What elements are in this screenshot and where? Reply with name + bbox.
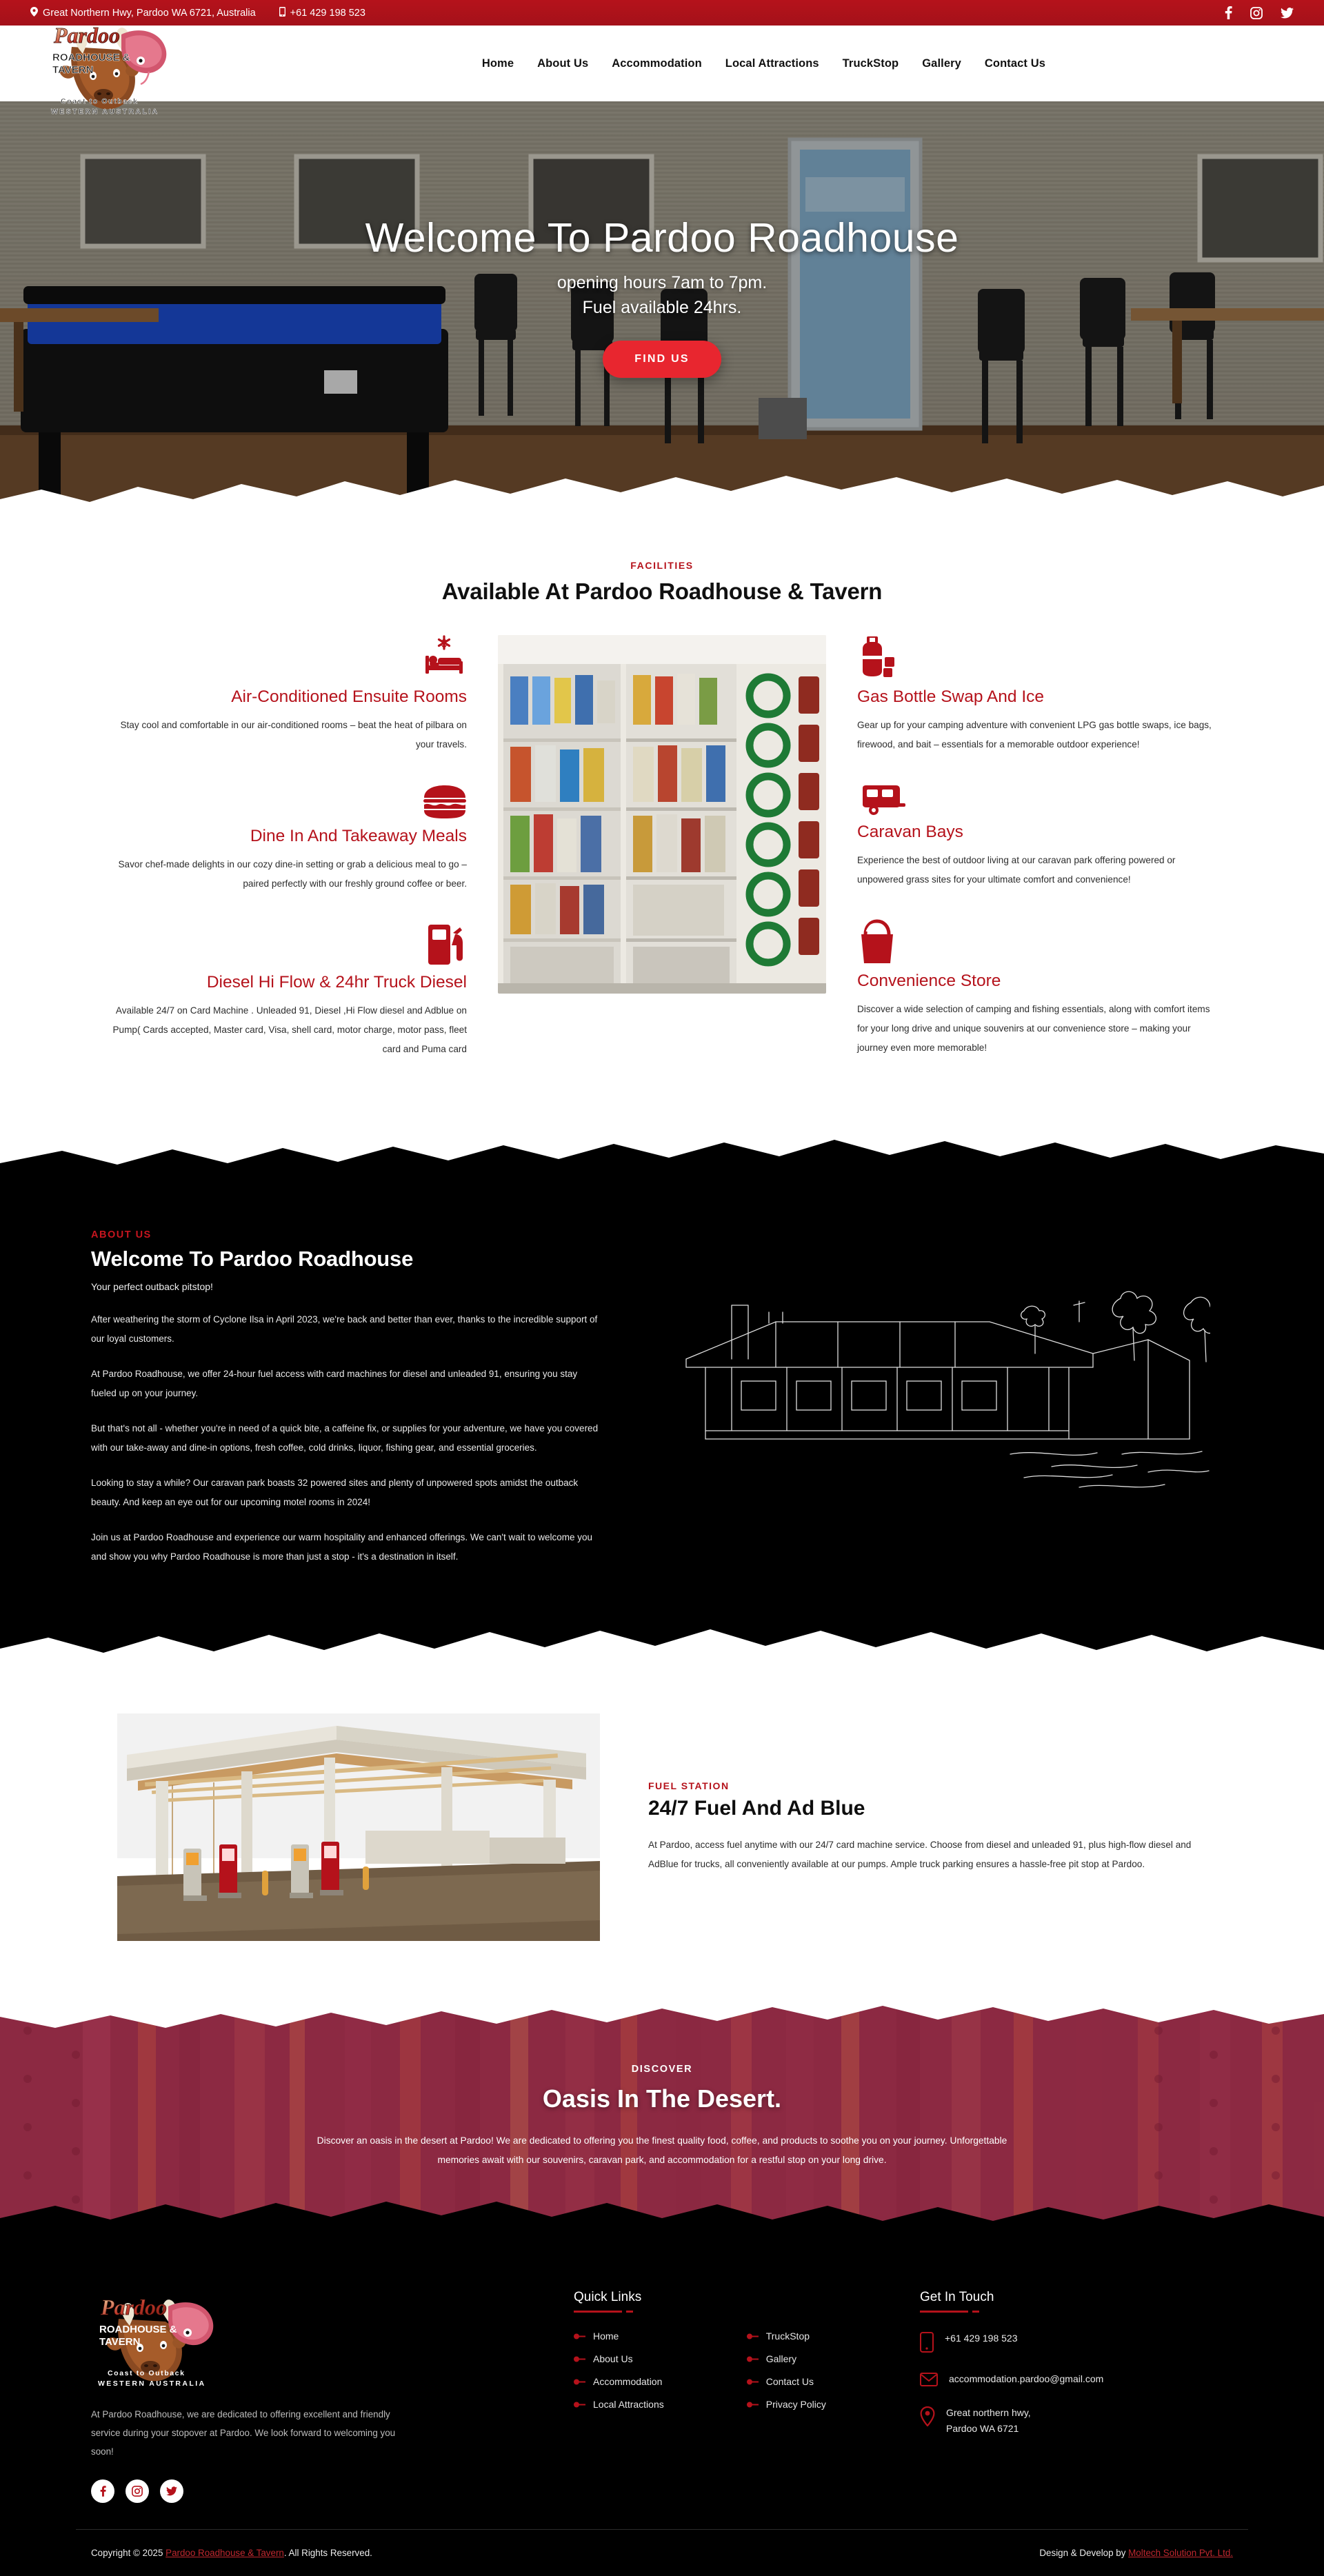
nav-item-accommodation[interactable]: Accommodation bbox=[612, 57, 702, 70]
instagram-icon[interactable] bbox=[1250, 7, 1263, 19]
footer-about-text: At Pardoo Roadhouse, we are dedicated to offering excellent and friendly service during your stopover at Pardoo. We look forward to welcoming you soon! bbox=[91, 2409, 396, 2457]
fuel-canopy-illustration bbox=[117, 1713, 600, 1941]
svg-text:Coast to Outback: Coast to Outback bbox=[61, 97, 139, 105]
gas-bottle-icon bbox=[857, 635, 1221, 681]
site-footer bbox=[0, 2231, 1324, 2575]
about-paragraph: Looking to stay a while? Our caravan park boasts 32 powered sites and plenty of unpowered spots amidst the outback beauty. And keep an eye out for our upcoming motel rooms in 2024! bbox=[91, 1478, 579, 1507]
torn-edge-top-about bbox=[0, 1136, 1324, 1174]
torn-edge-bottom-discover bbox=[0, 2197, 1324, 2231]
svg-text:TAVERN: TAVERN bbox=[52, 64, 94, 76]
credit-text bbox=[1039, 2548, 1248, 2558]
footer-logo[interactable] bbox=[91, 2290, 450, 2393]
facilities-grid bbox=[0, 635, 1324, 1089]
nav-item-local-attractions[interactable]: Local Attractions bbox=[725, 57, 819, 70]
twitter-icon[interactable] bbox=[1281, 8, 1294, 19]
svg-text:Pardoo: Pardoo bbox=[101, 2295, 167, 2320]
torn-edge-top-discover bbox=[0, 2003, 1324, 2033]
discover-desc: Discover an oasis in the desert at Pardoo! We are dedicated to offering you the finest quality food, coffee, and products to soothe you on your journey. Unforgettable memories await with our souvenirs, caravan park, and accommodation for a restful stop on your long drive. bbox=[317, 2135, 1007, 2166]
discover-title: Oasis In The Desert. bbox=[542, 2084, 782, 2113]
top-address bbox=[30, 7, 256, 19]
footer-brand-column bbox=[91, 2290, 450, 2502]
heading-underline bbox=[574, 2311, 622, 2313]
about-section bbox=[0, 1176, 1324, 1665]
footer-address-line2: Pardoo WA 6721 bbox=[946, 2423, 1019, 2435]
arrow-right-icon bbox=[574, 2356, 585, 2362]
site-header bbox=[0, 23, 1324, 116]
about-paragraph: At Pardoo Roadhouse, we offer 24-hour fuel access with card machines for diesel and unleaded 91, ensuring you stay fueled up on your journey. bbox=[91, 1369, 578, 1398]
facility-title: Air-Conditioned Ensuite Rooms bbox=[231, 687, 467, 706]
facility-title: Convenience Store bbox=[857, 972, 1001, 991]
arrow-right-icon bbox=[574, 2379, 585, 2385]
footer-quicklinks-column bbox=[450, 2290, 877, 2502]
quicklinks-list-1 bbox=[574, 2331, 664, 2422]
nav-item-truckstop[interactable]: TruckStop bbox=[842, 57, 899, 70]
burger-icon bbox=[103, 784, 467, 820]
about-title: Welcome To Pardoo Roadhouse bbox=[91, 1247, 414, 1271]
svg-text:Pardoo: Pardoo bbox=[54, 23, 120, 48]
footer-link-local-attractions[interactable]: Local Attractions bbox=[593, 2399, 664, 2411]
footer-contact-heading: Get In Touch bbox=[920, 2290, 994, 2305]
nav-item-about-us[interactable]: About Us bbox=[537, 57, 589, 70]
facility-desc: Savor chef-made delights in our cozy dine-in setting or grab a delicious meal to go – paired perfectly with our freshly ground coffee or beer. bbox=[118, 859, 467, 889]
footer-link-gallery[interactable]: Gallery bbox=[765, 2353, 797, 2365]
footer-address-text bbox=[946, 2405, 1031, 2436]
envelope-icon bbox=[920, 2373, 938, 2390]
copyright-prefix: Copyright © 2025 bbox=[91, 2547, 163, 2558]
hero-subtitle-line1: opening hours 7am to 7pm. bbox=[556, 273, 768, 292]
mobile-phone-icon bbox=[279, 7, 285, 19]
facilities-left-column bbox=[103, 635, 467, 1089]
shopping-bag-icon bbox=[857, 919, 1221, 965]
facebook-icon[interactable] bbox=[91, 2479, 114, 2503]
facility-title: Caravan Bays bbox=[857, 823, 963, 842]
about-inner bbox=[76, 1229, 1248, 1582]
footer-contact-column bbox=[877, 2290, 1233, 2502]
hero-title: Welcome To Pardoo Roadhouse bbox=[365, 215, 959, 261]
about-text-block bbox=[76, 1229, 600, 1582]
facility-desc: Discover a wide selection of camping and fishing essentials, along with comfort items for your long drive and unique souvenirs at our convenience store – making your journey even more memorable! bbox=[857, 1004, 1210, 1053]
instagram-icon[interactable] bbox=[126, 2479, 149, 2503]
facility-card-rooms bbox=[103, 635, 467, 754]
arrow-right-icon bbox=[574, 2402, 585, 2408]
facebook-icon[interactable] bbox=[1225, 6, 1232, 19]
nav-item-gallery[interactable]: Gallery bbox=[922, 57, 961, 70]
about-section-wrapper bbox=[0, 1137, 1324, 1665]
list-item[interactable] bbox=[574, 2331, 664, 2342]
arrow-right-icon bbox=[574, 2333, 585, 2339]
footer-link-truckstop[interactable]: TruckStop bbox=[765, 2331, 810, 2342]
facility-title: Gas Bottle Swap And Ice bbox=[857, 687, 1045, 706]
torn-edge-bottom-about bbox=[0, 1625, 1324, 1667]
top-phone-text: +61 429 198 523 bbox=[290, 7, 365, 19]
fuel-pump-icon bbox=[103, 923, 467, 966]
nav-item-home[interactable]: Home bbox=[481, 57, 514, 70]
list-item[interactable] bbox=[747, 2331, 826, 2342]
list-item[interactable] bbox=[574, 2399, 664, 2410]
top-info-bar bbox=[0, 0, 1324, 26]
footer-phone-text: +61 429 198 523 bbox=[945, 2333, 1018, 2344]
hero-subtitle-line2: Fuel available 24hrs. bbox=[582, 297, 742, 317]
facility-card-diesel bbox=[103, 923, 467, 1058]
store-shelves-image bbox=[498, 635, 826, 994]
facilities-right-column bbox=[857, 635, 1221, 1087]
footer-link-home[interactable]: Home bbox=[593, 2331, 619, 2342]
footer-columns bbox=[76, 2258, 1248, 2502]
discover-content bbox=[0, 2003, 1324, 2231]
facilities-title: Available At Pardoo Roadhouse & Tavern bbox=[441, 578, 883, 604]
torn-edge-bottom bbox=[0, 472, 1324, 519]
facility-title: Dine In And Takeaway Meals bbox=[250, 827, 467, 846]
discover-section bbox=[0, 2003, 1324, 2231]
discover-eyebrow: DISCOVER bbox=[631, 2063, 693, 2075]
hero-content bbox=[0, 101, 1324, 519]
facilities-photo bbox=[498, 635, 826, 994]
list-item[interactable] bbox=[574, 2376, 664, 2387]
svg-text:TAVERN: TAVERN bbox=[99, 2336, 141, 2348]
credit-brand-link[interactable]: Moltech Solution Pvt. Ltd. bbox=[1128, 2547, 1233, 2558]
about-paragraph: After weathering the storm of Cyclone Ilsa in April 2023, we're back and better than ever, thanks to the incredible support of our loyal customers. bbox=[91, 1314, 598, 1344]
facility-desc: Available 24/7 on Card Machine . Unleaded 91, Diesel ,Hi Flow diesel and Adblue on Pump( Cards accepted, Master card, Visa, shell card, motor charge, motor pass, fleet card and Puma card bbox=[112, 1005, 467, 1054]
fuel-station-image bbox=[117, 1713, 600, 1941]
top-social-group bbox=[1225, 6, 1294, 19]
caravan-icon bbox=[857, 784, 1221, 816]
copyright-text bbox=[76, 2548, 372, 2558]
fuel-desc: At Pardoo, access fuel anytime with our 24/7 card machine service. Choose from diesel and unleaded 91, plus high-flow diesel and AdBlue for trucks, all conveniently available at our pumps. Ample truck parking ensures a hassle-free pit stop at Pardoo. bbox=[648, 1840, 1192, 1870]
svg-text:ROADHOUSE &: ROADHOUSE & bbox=[52, 52, 130, 63]
facility-title: Diesel Hi Flow & 24hr Truck Diesel bbox=[206, 973, 467, 992]
arrow-right-icon bbox=[747, 2356, 759, 2362]
footer-link-privacy-policy[interactable]: Privacy Policy bbox=[765, 2399, 826, 2411]
heading-underline bbox=[920, 2311, 968, 2313]
quicklinks-columns bbox=[574, 2331, 877, 2422]
top-address-text: Great Northern Hwy, Pardoo WA 6721, Australia bbox=[43, 7, 256, 19]
svg-text:ROADHOUSE &: ROADHOUSE & bbox=[99, 2324, 177, 2336]
copyright-suffix: . All Rights Reserved. bbox=[283, 2547, 372, 2558]
svg-text:WESTERN AUSTRALIA: WESTERN AUSTRALIA bbox=[51, 108, 159, 116]
about-lead: Your perfect outback pitstop! bbox=[91, 1281, 213, 1293]
facility-card-meals bbox=[103, 784, 467, 893]
logo-graphic bbox=[44, 18, 182, 118]
mobile-phone-icon bbox=[920, 2332, 934, 2356]
facility-card-store bbox=[857, 919, 1221, 1057]
copyright-brand-link[interactable]: Pardoo Roadhouse & Tavern bbox=[166, 2547, 284, 2558]
facility-desc: Experience the best of outdoor living at our caravan park offering powered or unpowered grass sites for your ultimate comfort and convenience! bbox=[857, 855, 1176, 885]
fuel-title: 24/7 Fuel And Ad Blue bbox=[648, 1797, 865, 1820]
about-illustration bbox=[628, 1229, 1248, 1582]
facility-desc: Stay cool and comfortable in our air-conditioned rooms – beat the heat of pilbara on your travels. bbox=[120, 720, 467, 749]
list-item[interactable] bbox=[747, 2399, 826, 2410]
footer-logo-graphic bbox=[91, 2290, 229, 2390]
footer-phone-item[interactable] bbox=[920, 2331, 1233, 2356]
facilities-eyebrow: FACILITIES bbox=[630, 560, 694, 571]
top-contact-group bbox=[30, 7, 365, 19]
arrow-right-icon bbox=[747, 2402, 759, 2408]
footer-link-accommodation[interactable]: Accommodation bbox=[593, 2376, 663, 2388]
credit-prefix: Design & Develop by bbox=[1039, 2547, 1126, 2558]
footer-copyright-bar bbox=[76, 2529, 1248, 2576]
fuel-inner bbox=[97, 1713, 1227, 1941]
facility-card-gas bbox=[857, 635, 1221, 754]
hero-banner bbox=[0, 101, 1324, 519]
roadhouse-line-drawing bbox=[665, 1271, 1210, 1498]
fuel-text-block bbox=[648, 1780, 1193, 1874]
fuel-eyebrow: FUEL STATION bbox=[648, 1780, 730, 1792]
footer-address-line1: Great northern hwy, bbox=[946, 2407, 1031, 2419]
main-navigation bbox=[482, 57, 1045, 70]
arrow-right-icon bbox=[747, 2333, 759, 2339]
footer-email-item[interactable] bbox=[920, 2371, 1233, 2390]
footer-link-contact-us[interactable]: Contact Us bbox=[765, 2376, 814, 2388]
about-paragraph: But that's not all - whether you're in need of a quick bite, a caffeine fix, or supplies for your adventure, we have you covered with our take-away and dine-in options, fresh coffee, cold drinks, liquor, fishing gear, and essential groceries. bbox=[91, 1423, 599, 1453]
footer-social-group bbox=[91, 2479, 450, 2503]
list-item[interactable] bbox=[747, 2376, 826, 2387]
facility-card-caravan bbox=[857, 784, 1221, 889]
list-item[interactable] bbox=[747, 2353, 826, 2364]
site-logo[interactable] bbox=[30, 23, 189, 127]
location-pin-icon bbox=[30, 7, 38, 19]
location-pin-icon bbox=[920, 2406, 935, 2430]
footer-quicklinks-heading: Quick Links bbox=[574, 2290, 642, 2305]
arrow-right-icon bbox=[747, 2379, 759, 2385]
footer-link-about-us[interactable]: About Us bbox=[593, 2353, 633, 2365]
svg-text:WESTERN AUSTRALIA: WESTERN AUSTRALIA bbox=[98, 2379, 206, 2388]
footer-address-item bbox=[920, 2405, 1233, 2436]
about-paragraph: Join us at Pardoo Roadhouse and experience our warm hospitality and enhanced offerings. We can't wait to welcome you and show you why Pardoo Roadhouse is more than just a stop - it's a destination in itself. bbox=[91, 1532, 593, 1562]
bed-snowflake-icon bbox=[103, 635, 467, 681]
footer-email-text: accommodation.pardoo@gmail.com bbox=[949, 2373, 1104, 2385]
facilities-section bbox=[0, 519, 1324, 1137]
facility-desc: Gear up for your camping adventure with convenient LPG gas bottle swaps, ice bags, firewood, and bait – essentials for a memorable outdoor experience! bbox=[857, 720, 1212, 749]
fuel-station-section bbox=[0, 1665, 1324, 2003]
quicklinks-list-2 bbox=[747, 2331, 826, 2422]
find-us-button[interactable]: FIND US bbox=[603, 341, 721, 378]
svg-text:Coast to Outback: Coast to Outback bbox=[108, 2369, 185, 2378]
top-phone[interactable] bbox=[279, 7, 365, 19]
about-eyebrow: ABOUT US bbox=[91, 1229, 152, 1241]
nav-item-contact-us[interactable]: Contact Us bbox=[984, 57, 1045, 70]
twitter-icon[interactable] bbox=[160, 2479, 183, 2503]
list-item[interactable] bbox=[574, 2353, 664, 2364]
